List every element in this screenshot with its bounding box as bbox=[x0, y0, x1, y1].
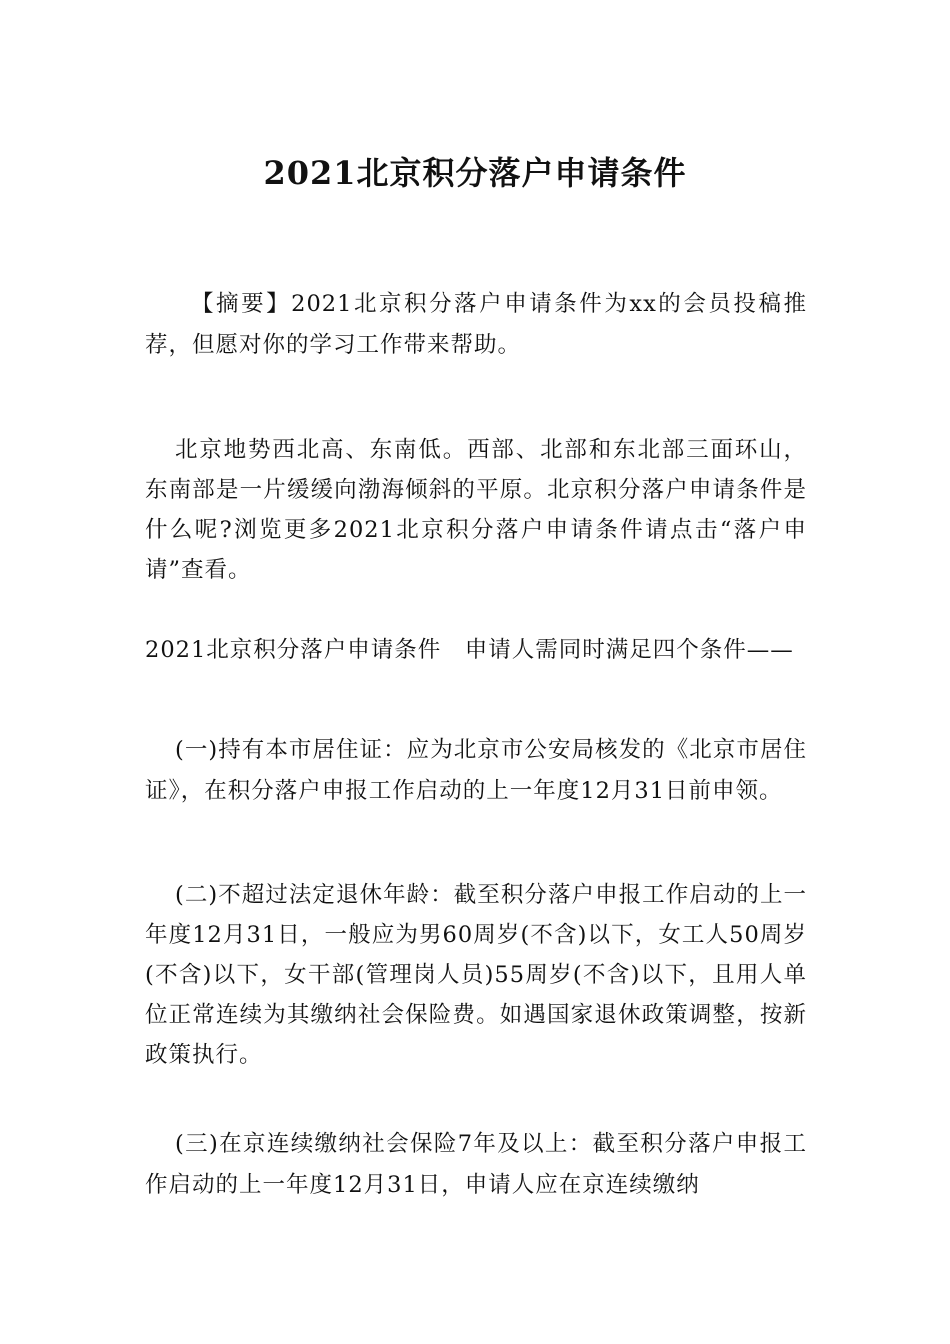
condition-paragraph: (二)不超过法定退休年龄：截至积分落户申报工作启动的上一年度12月31日，一般应为男60周岁(不含)以下，女工人50周岁(不含)以下，女干部(管理岗人员)55周岁(不含)以下，且用人单位正常连续为其缴纳社会保险费。如遇国家退休政策调整，按新政策执行。 bbox=[145, 882, 807, 1068]
conditions-heading: 2021北京积分落户申请条件 申请人需同时满足四个条件—— bbox=[145, 637, 794, 663]
intro-paragraph: 北京地势西北高、东南低。西部、北部和东北部三面环山，东南部是一片缓缓向渤海倾斜的平原。北京积分落户申请条件是什么呢?浏览更多2021北京积分落户申请条件请点击“落户申请”查看。 bbox=[145, 437, 807, 583]
condition-paragraph: (一)持有本市居住证：应为北京市公安局核发的《北京市居住证》，在积分落户申报工作启动的上一年度12月31日前申领。 bbox=[145, 737, 807, 804]
condition-paragraph: (三)在京连续缴纳社会保险7年及以上：截至积分落户申报工作启动的上一年度12月31日，申请人应在京连续缴纳 bbox=[145, 1131, 807, 1198]
abstract-paragraph: 【摘要】2021北京积分落户申请条件为xx的会员投稿推荐，但愿对你的学习工作带来帮助。 bbox=[145, 291, 807, 358]
document-title: 2021北京积分落户申请条件 bbox=[263, 154, 687, 193]
